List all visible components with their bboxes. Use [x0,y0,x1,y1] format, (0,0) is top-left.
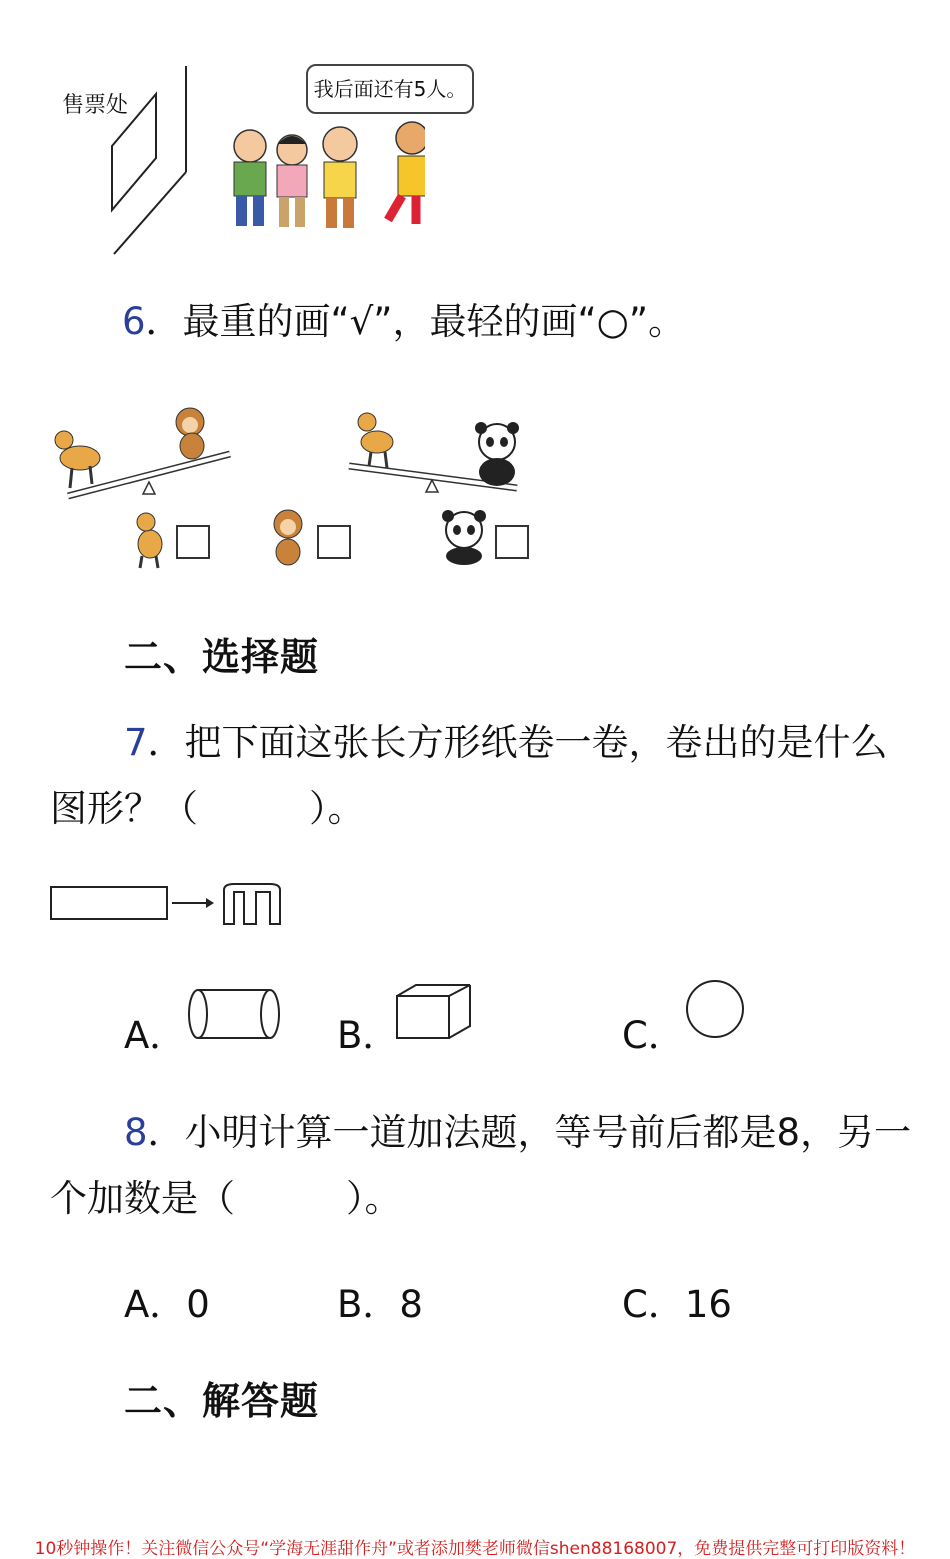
sphere-icon [684,978,746,1040]
monkey-answer-box[interactable] [317,525,351,559]
q7-option-a[interactable] [124,1005,186,1059]
seesaw-deer-panda [345,402,525,498]
cube-icon [394,982,476,1042]
q7-option-c[interactable] [622,1005,685,1059]
section-choice-heading: 二、选择题 [124,635,320,679]
question-6 [122,300,686,343]
question-6-number: 6 [122,300,146,343]
q8-option-a[interactable]: A．0 [124,1283,210,1326]
paper-roll-diagram [48,880,284,930]
question-7-line1 [124,721,888,764]
question-6-text: ．最重的画“√”，最轻的画“○”。 [145,300,686,343]
question-8-text: ．小明计算一道加法题，等号前后都是8，另一 [147,1111,912,1154]
speech-bubble: 我后面还有5人。 [306,64,474,114]
cylinder-icon [186,986,284,1042]
ticket-sign: 售票处 [62,93,129,118]
q7-option-a-label: A． [124,1014,187,1057]
question-8-line1 [124,1111,912,1154]
question-8-number: 8 [124,1111,148,1154]
seesaw-deer-monkey [50,398,240,500]
question-7-line2: 图形？（ ）。 [50,787,365,830]
question-8-line2: 个加数是（ ）。 [50,1177,402,1220]
panda-answer-box[interactable] [495,525,529,559]
q8-option-c[interactable]: C．16 [622,1283,732,1326]
panda-icon [434,506,494,566]
q7-option-b-label: B． [337,1014,400,1057]
deer-icon [126,508,172,570]
question-7-number: 7 [124,721,148,764]
footer-notice: 10秒钟操作！关注微信公众号“学海无涯甜作舟”或者添加樊老师微信shen88168007，免费提供完整可打印版资料！ [34,1539,916,1559]
queue-children-illustration [220,108,425,238]
q8-option-b[interactable]: B．8 [337,1283,423,1326]
deer-answer-box[interactable] [176,525,210,559]
q7-option-b[interactable] [337,1005,399,1059]
question-7-text: ．把下面这张长方形纸卷一卷，卷出的是什么 [147,721,888,764]
section-answer-heading: 二、解答题 [124,1379,320,1423]
q7-option-c-label: C． [622,1014,685,1057]
ticket-window-illustration [100,62,200,258]
monkey-icon [268,506,308,568]
